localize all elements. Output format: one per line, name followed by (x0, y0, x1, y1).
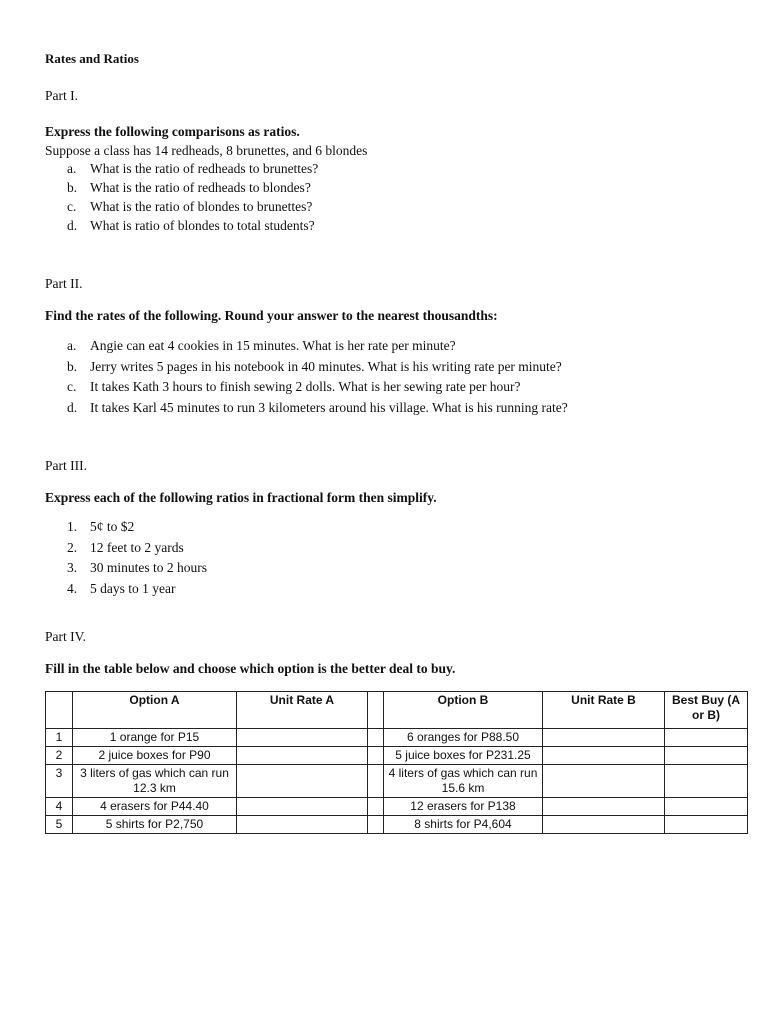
unit-rate-b-cell[interactable] (543, 798, 665, 816)
list-item (45, 197, 745, 216)
document-title: Rates and Ratios (45, 51, 139, 66)
list-marker: 1. (67, 519, 78, 534)
list-item (45, 357, 750, 378)
list-item-text: 5 days to 1 year (90, 580, 176, 596)
option-a-cell: 5 shirts for P2,750 (73, 816, 237, 834)
list-item-text: What is the ratio of blondes to brunettes? (90, 199, 313, 214)
option-a-cell: 3 liters of gas which can run 12.3 km (73, 765, 237, 798)
unit-rate-b-cell[interactable] (543, 816, 665, 834)
list-marker: b. (67, 358, 78, 374)
header-unit-rate-b: Unit Rate B (543, 692, 665, 729)
unit-rate-a-cell[interactable] (237, 747, 368, 765)
best-buy-cell[interactable] (665, 765, 748, 798)
spacer-cell (368, 765, 384, 798)
unit-rate-a-cell[interactable] (237, 729, 368, 747)
header-option-b: Option B (384, 692, 543, 729)
part-4-heading: Part IV. (45, 629, 87, 644)
part-2-instruction: Find the rates of the following. Round your answer to the nearest thousandths: (45, 308, 498, 323)
list-marker: 2. (67, 539, 78, 555)
list-item-text: Jerry writes 5 pages in his notebook in 40 minutes. What is his writing rate per minute? (90, 358, 562, 374)
unit-rate-b-cell[interactable] (543, 765, 665, 798)
option-b-cell: 12 erasers for P138 (384, 798, 543, 816)
option-a-cell: 4 erasers for P44.40 (73, 798, 237, 816)
part-3-heading: Part III. (45, 458, 87, 473)
deals-table (45, 691, 748, 834)
option-a-cell: 2 juice boxes for P90 (73, 747, 237, 765)
spacer-cell (368, 816, 384, 834)
best-buy-cell[interactable] (665, 798, 748, 816)
option-b-cell: 4 liters of gas which can run 15.6 km (384, 765, 543, 798)
list-item-text: What is ratio of blondes to total students? (90, 218, 315, 233)
option-b-cell: 5 juice boxes for P231.25 (384, 747, 543, 765)
option-b-cell: 8 shirts for P4,604 (384, 816, 543, 834)
list-marker: c. (67, 199, 77, 214)
list-item (45, 558, 750, 579)
unit-rate-b-cell[interactable] (543, 729, 665, 747)
header-unit-rate-a: Unit Rate A (237, 692, 368, 729)
list-marker: c. (67, 379, 77, 394)
best-buy-cell[interactable] (665, 729, 748, 747)
row-number: 3 (46, 765, 73, 798)
table-row (46, 729, 748, 747)
list-item (45, 377, 750, 398)
unit-rate-a-cell[interactable] (237, 798, 368, 816)
best-buy-cell[interactable] (665, 747, 748, 765)
part-2-heading: Part II. (45, 276, 83, 291)
list-item-text: What is the ratio of redheads to blondes? (90, 180, 311, 195)
spacer-cell (368, 747, 384, 765)
list-item-text: It takes Karl 45 minutes to run 3 kilometers around his village. What is his running rate? (90, 399, 568, 415)
part-1-list (45, 159, 745, 235)
option-a-cell: 1 orange for P15 (73, 729, 237, 747)
unit-rate-a-cell[interactable] (237, 816, 368, 834)
list-item (45, 159, 745, 178)
unit-rate-b-cell[interactable] (543, 747, 665, 765)
part-1-heading: Part I. (45, 88, 78, 103)
list-item (45, 538, 750, 559)
list-item (45, 336, 750, 357)
part-1-intro: Suppose a class has 14 redheads, 8 brunettes, and 6 blondes (45, 143, 368, 158)
header-best-buy: Best Buy (A or B) (665, 692, 748, 729)
unit-rate-a-cell[interactable] (237, 765, 368, 798)
list-marker: 3. (67, 560, 78, 575)
list-marker: a. (67, 161, 77, 176)
header-spacer (368, 692, 384, 729)
table-row (46, 765, 748, 798)
list-item-text: 5¢ to $2 (90, 519, 135, 534)
list-item-text: What is the ratio of redheads to brunettes? (90, 161, 319, 176)
header-option-a: Option A (73, 692, 237, 729)
list-item (45, 517, 750, 538)
list-item-text: 30 minutes to 2 hours (90, 560, 207, 575)
row-number: 5 (46, 816, 73, 834)
list-item-text: 12 feet to 2 yards (90, 539, 184, 555)
list-marker: 4. (67, 580, 78, 596)
list-marker: d. (67, 218, 78, 233)
part-3-list (45, 517, 750, 599)
header-number (46, 692, 73, 729)
spacer-cell (368, 798, 384, 816)
option-b-cell: 6 oranges for P88.50 (384, 729, 543, 747)
row-number: 1 (46, 729, 73, 747)
list-marker: a. (67, 338, 77, 353)
part-1-instruction: Express the following comparisons as ratios. (45, 124, 300, 139)
table-row (46, 747, 748, 765)
table-header-row (46, 692, 748, 729)
list-item-text: Angie can eat 4 cookies in 15 minutes. What is her rate per minute? (90, 338, 456, 353)
part-4-instruction: Fill in the table below and choose which option is the better deal to buy. (45, 661, 456, 676)
table-row (46, 816, 748, 834)
list-item (45, 216, 745, 235)
list-item (45, 398, 750, 419)
list-item-text: It takes Kath 3 hours to finish sewing 2 dolls. What is her sewing rate per hour? (90, 379, 521, 394)
part-2-list (45, 336, 750, 418)
part-3-instruction: Express each of the following ratios in fractional form then simplify. (45, 490, 437, 505)
list-item (45, 579, 750, 600)
list-marker: d. (67, 399, 78, 415)
table-row (46, 798, 748, 816)
spacer-cell (368, 729, 384, 747)
list-marker: b. (67, 180, 78, 195)
list-item (45, 178, 745, 197)
row-number: 2 (46, 747, 73, 765)
best-buy-cell[interactable] (665, 816, 748, 834)
row-number: 4 (46, 798, 73, 816)
